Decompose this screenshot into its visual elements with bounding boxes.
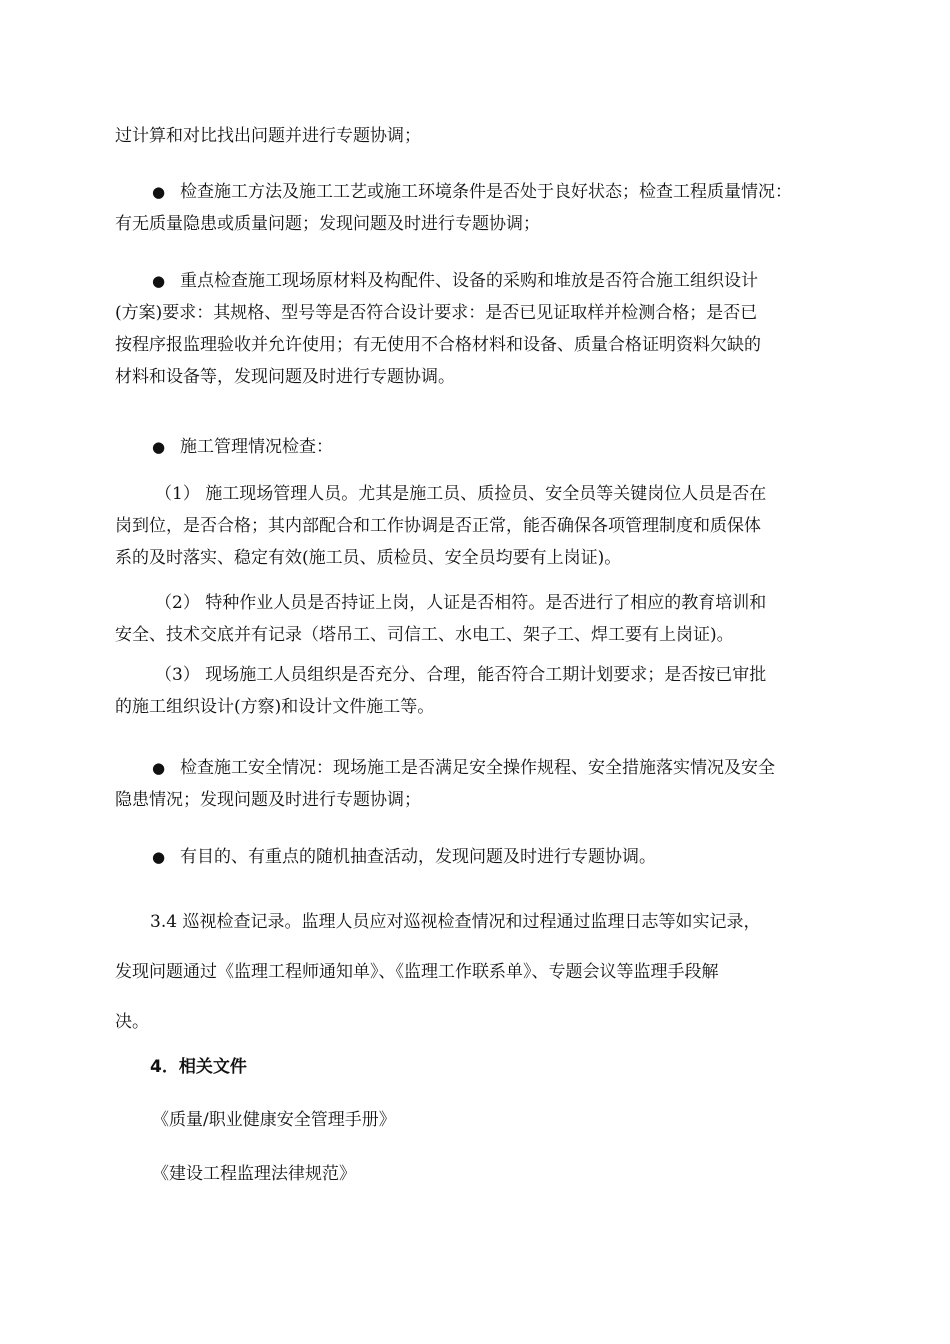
section-3-4-paragraph [115, 897, 865, 1047]
text-line: 过计算和对比找出问题并进行专题协调； [115, 126, 421, 146]
bullet-paragraph-materials-check [115, 265, 865, 393]
text-line: 隐患情况；发现问题及时进行专题协调； [115, 790, 421, 810]
text-line: 3.4 巡视检查记录。监理人员应对巡视检查情况和过程通过监理日志等如实记录， [150, 912, 761, 932]
text-line: (方案)要求：其规格、型号等是否符合设计要求：是否已见证取样并检测合格；是否已 [115, 303, 758, 323]
bullet-paragraph-construction-method [115, 176, 865, 240]
numbered-item-1 [115, 478, 865, 574]
bullet-icon: ● [152, 438, 166, 456]
text-line: 发现问题通过《监理工程师通知单》、《监理工作联系单》、专题会议等监理手段解 [115, 962, 719, 982]
text-line: 按程序报监理验收并允许使用；有无使用不合格材料和设备、质量合格证明资料欠缺的 [115, 335, 761, 355]
reference-document-2: 《建设工程监理法律规范》 [152, 1164, 356, 1184]
numbered-item-3 [115, 659, 865, 723]
text-line: 决。 [115, 1012, 149, 1032]
bullet-paragraph-safety-check [115, 752, 865, 816]
numbered-item-2 [115, 587, 865, 651]
text-line: （1） 施工现场管理人员。尤其是施工员、质捡员、安全员等关键岗位人员是否在 [155, 484, 767, 504]
paragraph-continuation [115, 120, 865, 152]
section-4-heading: 4．相关文件 [150, 1057, 247, 1077]
bullet-icon: ● [152, 759, 166, 777]
text-line: 的施工组织设计(方察)和设计文件施工等。 [115, 697, 435, 717]
text-line: 检查施工方法及施工工艺或施工环境条件是否处于良好状态；检查工程质量情况： [180, 182, 792, 202]
bullet-icon: ● [152, 183, 166, 201]
text-line: 岗到位，是否合格；其内部配合和工作协调是否正常，能否确保各项管理制度和质保体 [115, 516, 761, 536]
text-line: 检查施工安全情况：现场施工是否满足安全操作规程、安全措施落实情况及安全 [180, 758, 775, 778]
bullet-icon: ● [152, 848, 166, 866]
text-line: 材料和设备等，发现问题及时进行专题协调。 [115, 367, 455, 387]
text-line: （2） 特种作业人员是否持证上岗，人证是否相符。是否进行了相应的教育培训和 [155, 593, 767, 613]
text-line: 施工管理情况检查： [180, 437, 333, 457]
text-line: 重点检查施工现场原材料及构配件、设备的采购和堆放是否符合施工组织设计 [180, 271, 758, 291]
text-line: 系的及时落实、稳定有效(施工员、质检员、安全员均要有上岗证)。 [115, 548, 622, 568]
text-line: （3） 现场施工人员组织是否充分、合理，能否符合工期计划要求；是否按已审批 [155, 665, 767, 685]
bullet-paragraph-management-check [115, 431, 865, 463]
reference-document-1: 《质量/职业健康安全管理手册》 [152, 1110, 396, 1130]
bullet-icon: ● [152, 272, 166, 290]
text-line: 有目的、有重点的随机抽查活动，发现问题及时进行专题协调。 [180, 847, 656, 867]
bullet-paragraph-random-check [115, 841, 865, 873]
text-line: 有无质量隐患或质量问题；发现问题及时进行专题协调； [115, 214, 540, 234]
text-line: 安全、技术交底并有记录（塔吊工、司信工、水电工、架子工、焊工要有上岗证)。 [115, 625, 734, 645]
